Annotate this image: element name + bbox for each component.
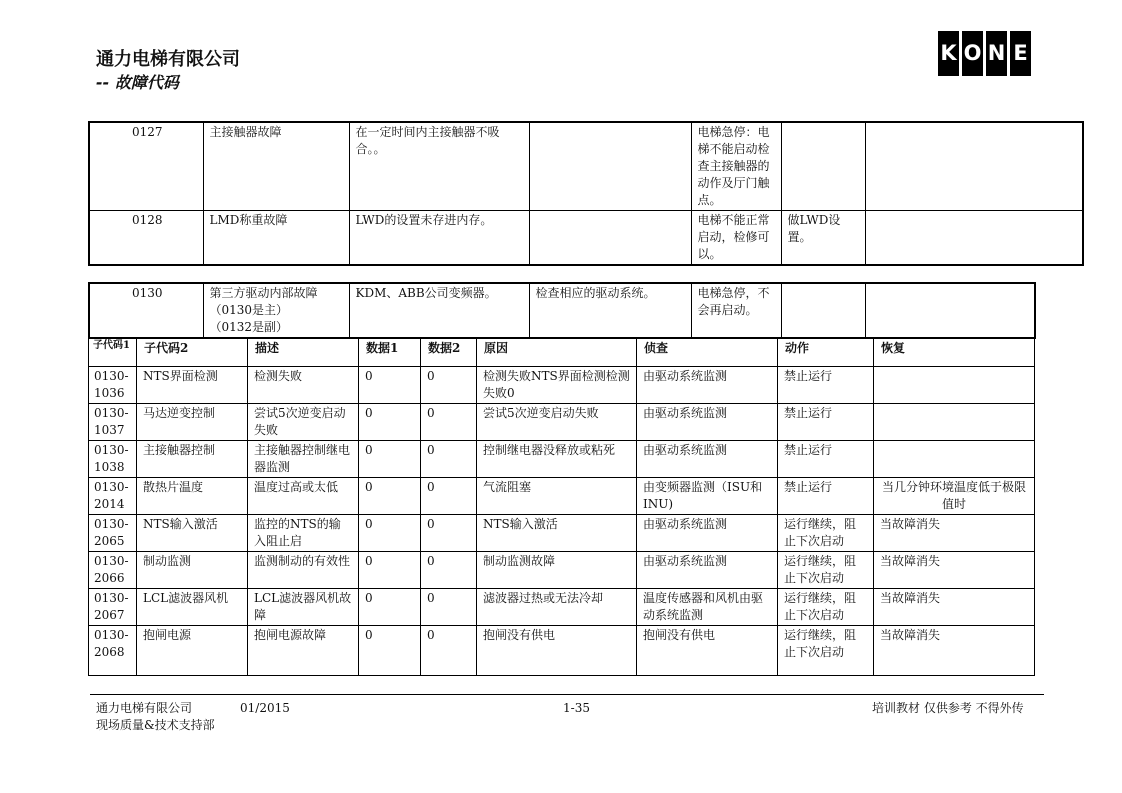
table-row	[89, 211, 1083, 266]
data1-cell: 0	[359, 404, 421, 441]
table-row	[89, 626, 1035, 676]
cause-cell: NTS输入激活	[477, 515, 637, 552]
fault-extra	[865, 122, 1083, 211]
recover-cell	[874, 367, 1035, 404]
description-cell: LCL滤波器风机故障	[248, 589, 359, 626]
cause-cell: 控制继电器没释放或粘死	[477, 441, 637, 478]
page-header	[96, 48, 240, 94]
header-action: 动作	[778, 339, 874, 367]
recover-cell	[874, 441, 1035, 478]
cause-cell: 检测失败NTS界面检测检测失败0	[477, 367, 637, 404]
detect-cell: 由驱动系统监测	[637, 552, 778, 589]
fault-extra	[865, 283, 1035, 338]
table-row	[89, 122, 1083, 211]
data1-cell: 0	[359, 552, 421, 589]
subcode1-cell: 0130-2066	[89, 552, 137, 589]
document-subtitle: -- 故障代码	[96, 73, 179, 92]
cause-cell: 尝试5次逆变启动失败	[477, 404, 637, 441]
subcode2-cell: 马达逆变控制	[137, 404, 248, 441]
fault-check	[529, 211, 691, 266]
table-header-row	[89, 339, 1035, 367]
detect-cell: 由驱动系统监测	[637, 404, 778, 441]
cause-cell: 气流阻塞	[477, 478, 637, 515]
data2-cell: 0	[421, 552, 477, 589]
fault-code: 0127	[89, 122, 203, 211]
header-data1: 数据1	[359, 339, 421, 367]
description-cell: 主接触器控制继电器监测	[248, 441, 359, 478]
logo-letter: E	[1010, 31, 1031, 76]
kone-logo	[938, 31, 1031, 76]
fault-name: 主接触器故障	[203, 122, 349, 211]
data2-cell: 0	[421, 367, 477, 404]
fault-check: 检查相应的驱动系统。	[529, 283, 691, 338]
table-row	[89, 478, 1035, 515]
recover-cell	[874, 404, 1035, 441]
table-row	[89, 552, 1035, 589]
fault-table-0130	[88, 282, 1036, 339]
fault-name-line: 第三方驱动内部故障	[209, 286, 318, 300]
action-cell: 禁止运行	[778, 367, 874, 404]
data1-cell: 0	[359, 515, 421, 552]
recover-cell: 当故障消失	[874, 589, 1035, 626]
subcode2-cell: 抱闸电源	[137, 626, 248, 676]
footer-department: 现场质量&技术支持部	[96, 718, 215, 732]
subcode2-cell: NTS界面检测	[137, 367, 248, 404]
footer-date: 01/2015	[240, 701, 290, 715]
data2-cell: 0	[421, 626, 477, 676]
subcode1-cell: 0130-2014	[89, 478, 137, 515]
header-data2: 数据2	[421, 339, 477, 367]
description-cell: 温度过高或太低	[248, 478, 359, 515]
data1-cell: 0	[359, 626, 421, 676]
recover-cell: 当故障消失	[874, 552, 1035, 589]
fault-name-line: （0130是主）	[209, 303, 289, 317]
header-cause: 原因	[477, 339, 637, 367]
footer-divider	[90, 694, 1044, 695]
logo-letter: O	[962, 31, 983, 76]
data1-cell: 0	[359, 441, 421, 478]
fault-action: 电梯急停，不会再启动。	[691, 283, 781, 338]
fault-recover	[781, 283, 865, 338]
detect-cell: 由变频器监测（ISU和INU)	[637, 478, 778, 515]
description-cell: 监控的NTS的输入阻止启	[248, 515, 359, 552]
data2-cell: 0	[421, 589, 477, 626]
cause-cell: 抱闸没有供电	[477, 626, 637, 676]
fault-table-1	[88, 121, 1084, 266]
header-subcode1: 子代码1	[89, 339, 137, 367]
data2-cell: 0	[421, 515, 477, 552]
action-cell: 运行继续，阻止下次启动	[778, 552, 874, 589]
subcode-table	[88, 338, 1035, 676]
subcode1-cell: 0130-1038	[89, 441, 137, 478]
fault-code: 0130	[89, 283, 203, 338]
subcode2-cell: NTS输入激活	[137, 515, 248, 552]
description-cell: 尝试5次逆变启动失败	[248, 404, 359, 441]
header-description: 描述	[248, 339, 359, 367]
recover-cell: 当故障消失	[874, 626, 1035, 676]
subcode1-cell: 0130-1037	[89, 404, 137, 441]
subcode1-cell: 0130-2065	[89, 515, 137, 552]
subcode1-cell: 0130-1036	[89, 367, 137, 404]
footer-page-number: 1-35	[563, 701, 590, 715]
cause-cell: 制动监测故障	[477, 552, 637, 589]
fault-name	[203, 283, 349, 338]
table-row	[89, 404, 1035, 441]
description-cell: 抱闸电源故障	[248, 626, 359, 676]
logo-letter: K	[938, 31, 959, 76]
fault-extra	[865, 211, 1083, 266]
data2-cell: 0	[421, 404, 477, 441]
action-cell: 运行继续，阻止下次启动	[778, 515, 874, 552]
recover-cell: 当几分钟环境温度低于极限值时	[874, 478, 1035, 515]
description-cell: 监测制动的有效性	[248, 552, 359, 589]
table-row	[89, 589, 1035, 626]
subcode2-cell: 散热片温度	[137, 478, 248, 515]
fault-recover: 做LWD设置。	[781, 211, 865, 266]
fault-description: 在一定时间内主接触器不吸合。。	[349, 122, 529, 211]
table-row	[89, 441, 1035, 478]
data2-cell: 0	[421, 441, 477, 478]
action-cell: 禁止运行	[778, 404, 874, 441]
logo-letter: N	[986, 31, 1007, 76]
table-row	[89, 283, 1035, 338]
data1-cell: 0	[359, 478, 421, 515]
subcode2-cell: 制动监测	[137, 552, 248, 589]
action-cell: 禁止运行	[778, 478, 874, 515]
subcode2-cell: 主接触器控制	[137, 441, 248, 478]
detect-cell: 温度传感器和风机由驱动系统监测	[637, 589, 778, 626]
action-cell: 禁止运行	[778, 441, 874, 478]
cause-cell: 滤波器过热或无法冷却	[477, 589, 637, 626]
detect-cell: 由驱动系统监测	[637, 367, 778, 404]
fault-name: LMD称重故障	[203, 211, 349, 266]
subcode1-cell: 0130-2067	[89, 589, 137, 626]
company-title: 通力电梯有限公司	[96, 49, 240, 70]
footer-note: 培训教材 仅供参考 不得外传	[872, 701, 1024, 715]
action-cell: 运行继续，阻止下次启动	[778, 626, 874, 676]
action-cell: 运行继续，阻止下次启动	[778, 589, 874, 626]
fault-description: LWD的设置未存进内存。	[349, 211, 529, 266]
detect-cell: 由驱动系统监测	[637, 441, 778, 478]
footer-company: 通力电梯有限公司	[96, 701, 193, 715]
detect-cell: 抱闸没有供电	[637, 626, 778, 676]
description-cell: 检测失败	[248, 367, 359, 404]
data1-cell: 0	[359, 367, 421, 404]
subcode2-cell: LCL滤波器风机	[137, 589, 248, 626]
subcode1-cell: 0130-2068	[89, 626, 137, 676]
data1-cell: 0	[359, 589, 421, 626]
recover-cell: 当故障消失	[874, 515, 1035, 552]
fault-action: 电梯急停：电梯不能启动检查主接触器的动作及厅门触点。	[691, 122, 781, 211]
header-recover: 恢复	[874, 339, 1035, 367]
detect-cell: 由驱动系统监测	[637, 515, 778, 552]
header-subcode2: 子代码2	[137, 339, 248, 367]
fault-action: 电梯不能正常启动，检修可以。	[691, 211, 781, 266]
table-row	[89, 515, 1035, 552]
fault-description: KDM、ABB公司变频器。	[349, 283, 529, 338]
table-row	[89, 367, 1035, 404]
header-detect: 侦查	[637, 339, 778, 367]
fault-recover	[781, 122, 865, 211]
fault-code: 0128	[89, 211, 203, 266]
data2-cell: 0	[421, 478, 477, 515]
fault-check	[529, 122, 691, 211]
fault-name-line: （0132是副）	[209, 320, 289, 334]
